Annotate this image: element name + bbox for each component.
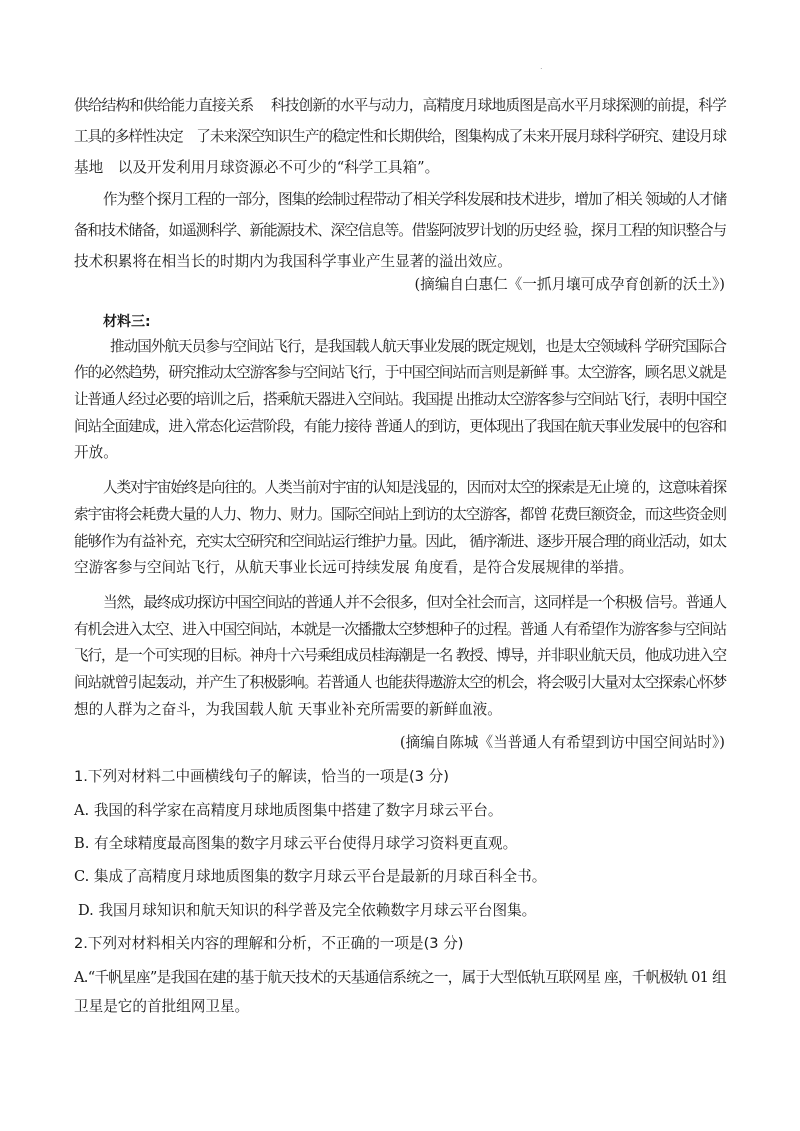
question-1-option-b: B. 有全球精度最高图集的数字月球云平台使得月球学习资料更直观。 [74, 835, 518, 852]
page-mark: . [540, 62, 543, 71]
material2-line: 工具的多样性决定 了未来深空知识生产的稳定性和长期供给，图集构成了未来开展月球科学研究、建设月球 [74, 128, 726, 145]
question-2-option-a: A.“千帆星座”是我国在建的基于航天技术的天基通信系统之一，属于大型低轨互联网星 座，千帆极轨 01 组 [74, 969, 727, 986]
material2-line: 技术积累将在相当长的时期内为我国科学事业产生显著的溢出效应。 [74, 253, 512, 270]
material3-line: 间站全面建成，进入常态化运营阶段，有能力接待 普通人的到访，更体现出了我国在航天事业发展中的包容和 [74, 418, 726, 435]
material3-line: 索宇宙将会耗费大量的人力、物力、财力。国际空间站上到访的太空游客，都曾 花费巨额资金，而这些资金则 [74, 506, 726, 523]
material3-line: 推动国外航天员参与空间站飞行，是我国载人航天事业发展的既定规划，也是太空领域科 学研究国际合 [110, 338, 727, 355]
question-1-stem: 1.下列对材料二中画横线句子的解读，恰当的一项是(3 分) [74, 768, 449, 785]
material3-line: 间站就曾引起轰动，并产生了积极影响。若普通人 也能获得遨游太空的机会，将会吸引大量对太空探索心怀梦 [74, 674, 726, 691]
material2-line: 作为整个探月工程的一部分，图集的绘制过程带动了相关学科发展和技术进步，增加了相关 领域的人才储 [103, 191, 726, 208]
material3-line: 开放。 [74, 444, 118, 461]
question-2-stem: 2.下列对材料相关内容的理解和分析，不正确的一项是(3 分) [74, 935, 464, 952]
material3-line: 人类对宇宙始终是向往的。人类当前对宇宙的认知是浅显的，因而对太空的探索是无止境 的，这意味着探 [103, 479, 726, 496]
question-1-option-a: A. 我国的科学家在高精度月球地质图集中搭建了数字月球云平台。 [74, 802, 503, 819]
material3-heading: 材料三: [103, 314, 151, 330]
material3-line: 空游客参与空间站飞行，从航天事业长远可持续发展 角度看，是符合发展规律的举措。 [74, 559, 634, 576]
material2-line: 基地 以及开发利用月球资源必不可少的“科学工具箱”。 [74, 159, 440, 176]
material3-source: (摘编自陈城《当普通人有希望到访中国空间站时》) [399, 734, 725, 751]
material3-line: 有机会进入太空、进入中国空间站，本就是一次播撒太空梦想种子的过程。普通 人有希望作为游客参与空间站 [74, 621, 726, 638]
material3-line: 让普通人经过必要的培训之后，搭乘航天器进入空间站。我国提 出推动太空游客参与空间站飞行，表明中国空 [74, 391, 726, 408]
material3-line: 当然，最终成功探访中国空间站的普通人并不会很多，但对全社会而言，这同样是一个积极 信号。普通人 [103, 594, 726, 611]
material3-line: 想的人群为之奋斗，为我国载人航 天事业补充所需要的新鲜血液。 [74, 701, 502, 718]
question-2-option-a-cont: 卫星是它的首批组网卫星。 [74, 998, 250, 1015]
question-1-option-d: D. 我国月球知识和航天知识的科学普及完全依赖数字月球云平台图集。 [78, 902, 537, 919]
material3-line: 能够作为有益补充，充实太空研究和空间站运行维护力量。因此， 循序渐进、逐步开展合理的商业活动，如太 [74, 533, 726, 550]
material3-line: 作的必然趋势，研究推动太空游客参与空间站飞行，于中国空间站而言则是新鲜 事。太空游客，顾名思义就是 [74, 364, 726, 381]
material2-line: 备和技术储备，如遥测科学、新能源技术、深空信息等。借鉴阿波罗计划的历史经 验，探月工程的知识整合与 [74, 222, 726, 239]
material3-line: 飞行，是一个可实现的目标。神舟十六号乘组成员桂海潮是一名 教授、博导，并非职业航天员，他成功进入空 [74, 647, 726, 664]
material2-source: (摘编自白惠仁《一抓月壤可成孕育创新的沃土》) [414, 276, 725, 293]
question-1-option-c: C. 集成了高精度月球地质图集的数字月球云平台是最新的月球百科全书。 [74, 868, 547, 885]
material2-line: 供给结构和供给能力直接关系 科技创新的水平与动力，高精度月球地质图是高水平月球探测的前提，科学 [74, 97, 727, 114]
